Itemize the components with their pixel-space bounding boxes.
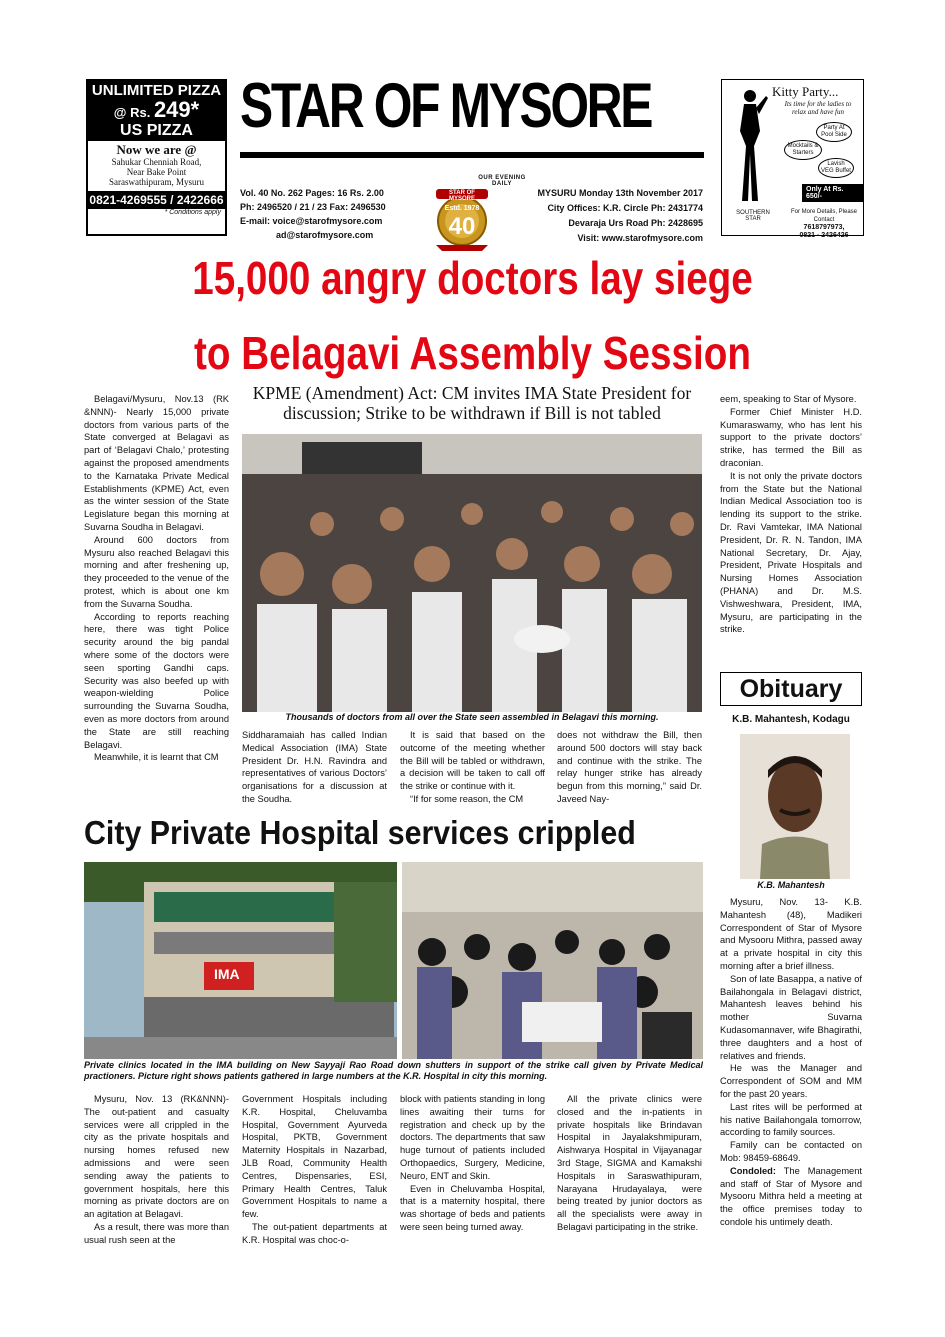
obituary-p4: Last rites will be performed at his native Bailahongala tomorrow, according to family sources. [720, 1101, 862, 1138]
ad-kitty-bubble3: Lavish VEG Buffet [818, 158, 854, 178]
lead-photo-caption: Thousands of doctors from all over the State seen assembled in Belagavi this morning. [285, 712, 659, 722]
obituary-condole-text: The Management and staff of Star of Mysore and Mysooru Mithra held a meeting at the office premises today to condole his untimely death. [720, 1165, 862, 1227]
obituary-photo [740, 734, 850, 879]
ad-pizza-addr3: Saraswathipuram, Mysuru [109, 177, 204, 187]
second-column-2 [242, 1093, 387, 1247]
second-col4-p1: All the private clinics were closed and the in-patients in private hospitals like Brindavan Hospital in Jayalakshmipuram, Aishwarya Hospital in Vijayanagar 3rd Stage, SIGMA and Kamakshi Hospitals in Saraswathipuram, Narayana Hrudayalaya, were being treated by junior doctors as all the specialists were away in Belagavi participating in the strike. [557, 1094, 702, 1232]
ad-pizza-conditions: * Conditions apply [164, 209, 221, 216]
second-column-3 [400, 1093, 545, 1234]
ad-pizza-now: Now we are @ [116, 142, 197, 157]
lead-col1-p3: According to reports reaching here, there was tight Police security around the big pandal where some of the doctors were seen sporting Gandhi caps. Security was also beefed up with weapon-wielding Police surrounding the Suvarna Soudha, even as more doctors from around the State are still reaching Belagavi. [84, 611, 229, 750]
ad-kitty-contact [786, 208, 862, 240]
lead-headline-line1: 15,000 angry doctors lay siege [192, 252, 753, 304]
second-photo-kr-hospital [402, 862, 703, 1059]
lead-column-2 [242, 729, 387, 806]
lead-col1-p2: Around 600 doctors from Mysuru also reached Belagavi this morning and after freshening up, they proceeded to the venue of the protest, which is about one km from the Suvarna Soudha. [84, 534, 229, 609]
second-col2-p1: Government Hospitals including K.R. Hospital, Cheluvamba Hospital, Government Ayurveda Hospital, PKTB, Government Maternity Hospitals in Nazarbad, JLB Road, Community Health Centres, Dispensaries, ESI, Primary Health Centres, Taluk Government Hospitals to name a few. [242, 1094, 387, 1220]
emblem-estd: Estd. 1978 [444, 205, 480, 212]
second-col1-p1: Mysuru, Nov. 13 (RK&NNN)- The out-patient and casualty services were all crippled in the city as the private hospitals and nursing homes refused new admissions and were seen sending away the patients to government hospitals, here this morning as private doctors are on an agitation at Belagavi. [84, 1094, 229, 1220]
ad-kitty-contact-label: For More Details, Please Contact [790, 209, 858, 223]
lead-col5-p1: eem, speaking to Star of Mysore. [720, 394, 857, 404]
second-photo-caption: Private clinics located in the IMA building on New Sayyaji Rao Road down shutters in support of the strike call given by Private Medical practioners. Picture right shows patients gathered in large numbers at the K.R. Hospital in city this morning. [84, 1060, 703, 1081]
lead-col1-p1: Belagavi/Mysuru, Nov.13 (RK &NNN)- Nearly 15,000 private doctors from various parts of the State converged at Belagavi as part of ‘Belagavi Chalo,’ protesting against the proposed amendments to the Karnataka Private Medical Establishments (KPME) Act, even as the winter session of the State Legislature began this morning at Suvarna Soudha in Belagavi. [84, 394, 229, 532]
obituary-condole-label: Condoled: [730, 1165, 776, 1176]
woman-silhouette-icon [730, 86, 770, 206]
masthead-tagline: OUR EVENING DAILY [478, 175, 526, 187]
emblem-top-text: STAR OF MYSORE [448, 190, 475, 202]
masthead-info-left [240, 186, 386, 242]
lead-col4-p1: does not withdraw the Bill, then around 500 doctors will stay back and continue with the strike. The relay hunger strike has already begun from this morning,” said Dr. Javeed Nay- [557, 730, 702, 804]
obituary-body [720, 896, 862, 1229]
ad-kitty-brand: SOUTHERN STAR [736, 210, 770, 222]
lead-col5-p2: Former Chief Minister H.D. Kumaraswamy, who has lent his support to the private doctors’ strike, has termed the Bill as draconian. [720, 406, 862, 468]
lead-column-4 [557, 729, 702, 806]
second-headline: City Private Hospital services crippled [84, 814, 636, 851]
second-col1-p2: As a result, there was more than usual rush seen at the [84, 1221, 229, 1245]
obituary-name-line: K.B. Mahantesh, Kodagu [732, 714, 850, 725]
ad-pizza-price-value: 249* [153, 97, 200, 122]
ad-pizza-addr2: Near Bake Point [126, 167, 187, 177]
lead-col1-p4: Meanwhile, it is learnt that CM [94, 752, 219, 763]
emblem-40-years [430, 183, 494, 253]
lead-headline-line2: to Belagavi Assembly Session [194, 327, 751, 379]
second-col2-p2: The out-patient departments at K.R. Hospital was choc-o- [242, 1221, 387, 1245]
masthead-email1: E-mail: voice@starofmysore.com [240, 216, 383, 226]
ad-pizza-addr1: Sahukar Chenniah Road, [111, 157, 202, 167]
ima-sign: IMA [214, 966, 240, 982]
masthead-phone: Ph: 2496520 / 21 / 23 Fax: 2496530 [240, 202, 386, 212]
masthead-visit: Visit: www.starofmysore.com [577, 233, 703, 243]
obituary-p1: Mysuru, Nov. 13- K.B. Mahantesh (48), Madikeri Correspondent of Star of Mysore and Mysooru Mithra, passed away at a private hospital in city this morning after a brief illness. [720, 897, 862, 971]
ad-us-pizza [86, 79, 227, 236]
ad-pizza-brand: US PIZZA [88, 122, 225, 141]
ad-kitty-title: Kitty Party... [772, 84, 839, 99]
lead-column-3 [400, 729, 545, 806]
masthead-info-right [537, 186, 703, 246]
masthead-office2: Devaraja Urs Road Ph: 2428695 [568, 218, 703, 228]
ad-kitty-bubble2: Mocktails & Starters [784, 140, 822, 160]
masthead-dateline: MYSURU Monday 13th November 2017 [537, 188, 703, 198]
lead-column-5 [720, 393, 862, 636]
lead-subhead: KPME (Amendment) Act: CM invites IMA State President for discussion; Strike to be withdrawn if Bill is not tabled [252, 383, 692, 423]
ad-pizza-price [88, 99, 225, 122]
obituary-p2: Son of late Basappa, a native of Bailahongala in Belagavi district, Mahantesh leaves behind his mother Suvarna Kudasomannaver, wife Bhagirathi, three daughters and a host of relatives and friends. [720, 973, 862, 1061]
ad-pizza-line1: UNLIMITED PIZZA [88, 81, 225, 99]
ad-kitty-bubble1: Party At Pool Side [816, 122, 852, 142]
obituary-title: Obituary [720, 672, 862, 706]
masthead-email2: ad@starofmysore.com [276, 230, 374, 240]
masthead-rule [240, 152, 704, 158]
second-col3-p2: Even in Cheluvamba Hospital, that is a maternity hospital, there was shortage of beds and patients were seen being turned away. [400, 1183, 545, 1232]
emblem-number: 40 [448, 213, 476, 240]
masthead-vol: Vol. 40 No. 262 Pages: 16 Rs. 2.00 [240, 188, 384, 198]
second-photo-ima-building [84, 862, 397, 1059]
lead-col3-p1: It is said that based on the outcome of the meeting whether the Bill will be tabled or withdrawn, a decision will be taken to call off the strike or continue with it. [400, 730, 545, 792]
ad-pizza-body [88, 141, 225, 189]
second-col3-p1: block with patients standing in long lines awaiting their turns for registration and check up by the doctors. The departments that saw huge turnout of patients included Orthopaedics, Surgery, Medicine, Neuro, ENT and Skin. [400, 1094, 545, 1181]
ad-kitty-phone2: 0821 - 2426426 [799, 232, 849, 239]
lead-col2-p1: Siddharamaiah has called Indian Medical Association (IMA) State President Dr. H.N. Ravindra and representatives of various Doctors’ organisations for a discussion at the Soudha. [242, 730, 387, 804]
ad-kitty-sub: Its time for the ladies to relax and have fun [784, 100, 852, 116]
ad-kitty-party [721, 79, 864, 239]
ad-kitty-price: Only At Rs. 650/- [802, 184, 863, 202]
ad-pizza-phone: 0821-4269555 / 2422666 [89, 193, 224, 207]
ad-kitty-phone1: 7618797973, [803, 224, 845, 231]
masthead-office1: City Offices: K.R. Circle Ph: 2431774 [547, 203, 703, 213]
lead-col3-p2: “If for some reason, the CM [410, 793, 524, 804]
obituary-p3: He was the Manager and Correspondent of SOM and MM for the past 20 years. [720, 1063, 862, 1099]
second-column-4 [557, 1093, 702, 1234]
ad-pizza-price-prefix: @ Rs. [113, 105, 151, 120]
masthead-title: STAR OF MYSORE [240, 71, 652, 141]
lead-column-1 [84, 393, 229, 764]
lead-col5-p3: It is not only the private doctors from the State but the National Indian Medical Association too is lending its support to the strike. Dr. Ravi Vamtekar, IMA National President, Dr. R. N. Tandon, IMA National Secretary, Dr. Ajay, President, Private Hospitals and Nursing Homes Association (PHANA) and Dr. M.S. Vishweshwara, President, IMA, Mysuru, are participating in the strike. [720, 470, 862, 635]
lead-photo-doctors-crowd [242, 434, 702, 712]
obituary-p5: Family can be contacted on Mob: 98459-68649. [720, 1140, 862, 1163]
obituary-p6 [720, 1165, 862, 1229]
obituary-photo-caption: K.B. Mahantesh [757, 880, 825, 890]
second-column-1 [84, 1093, 229, 1247]
